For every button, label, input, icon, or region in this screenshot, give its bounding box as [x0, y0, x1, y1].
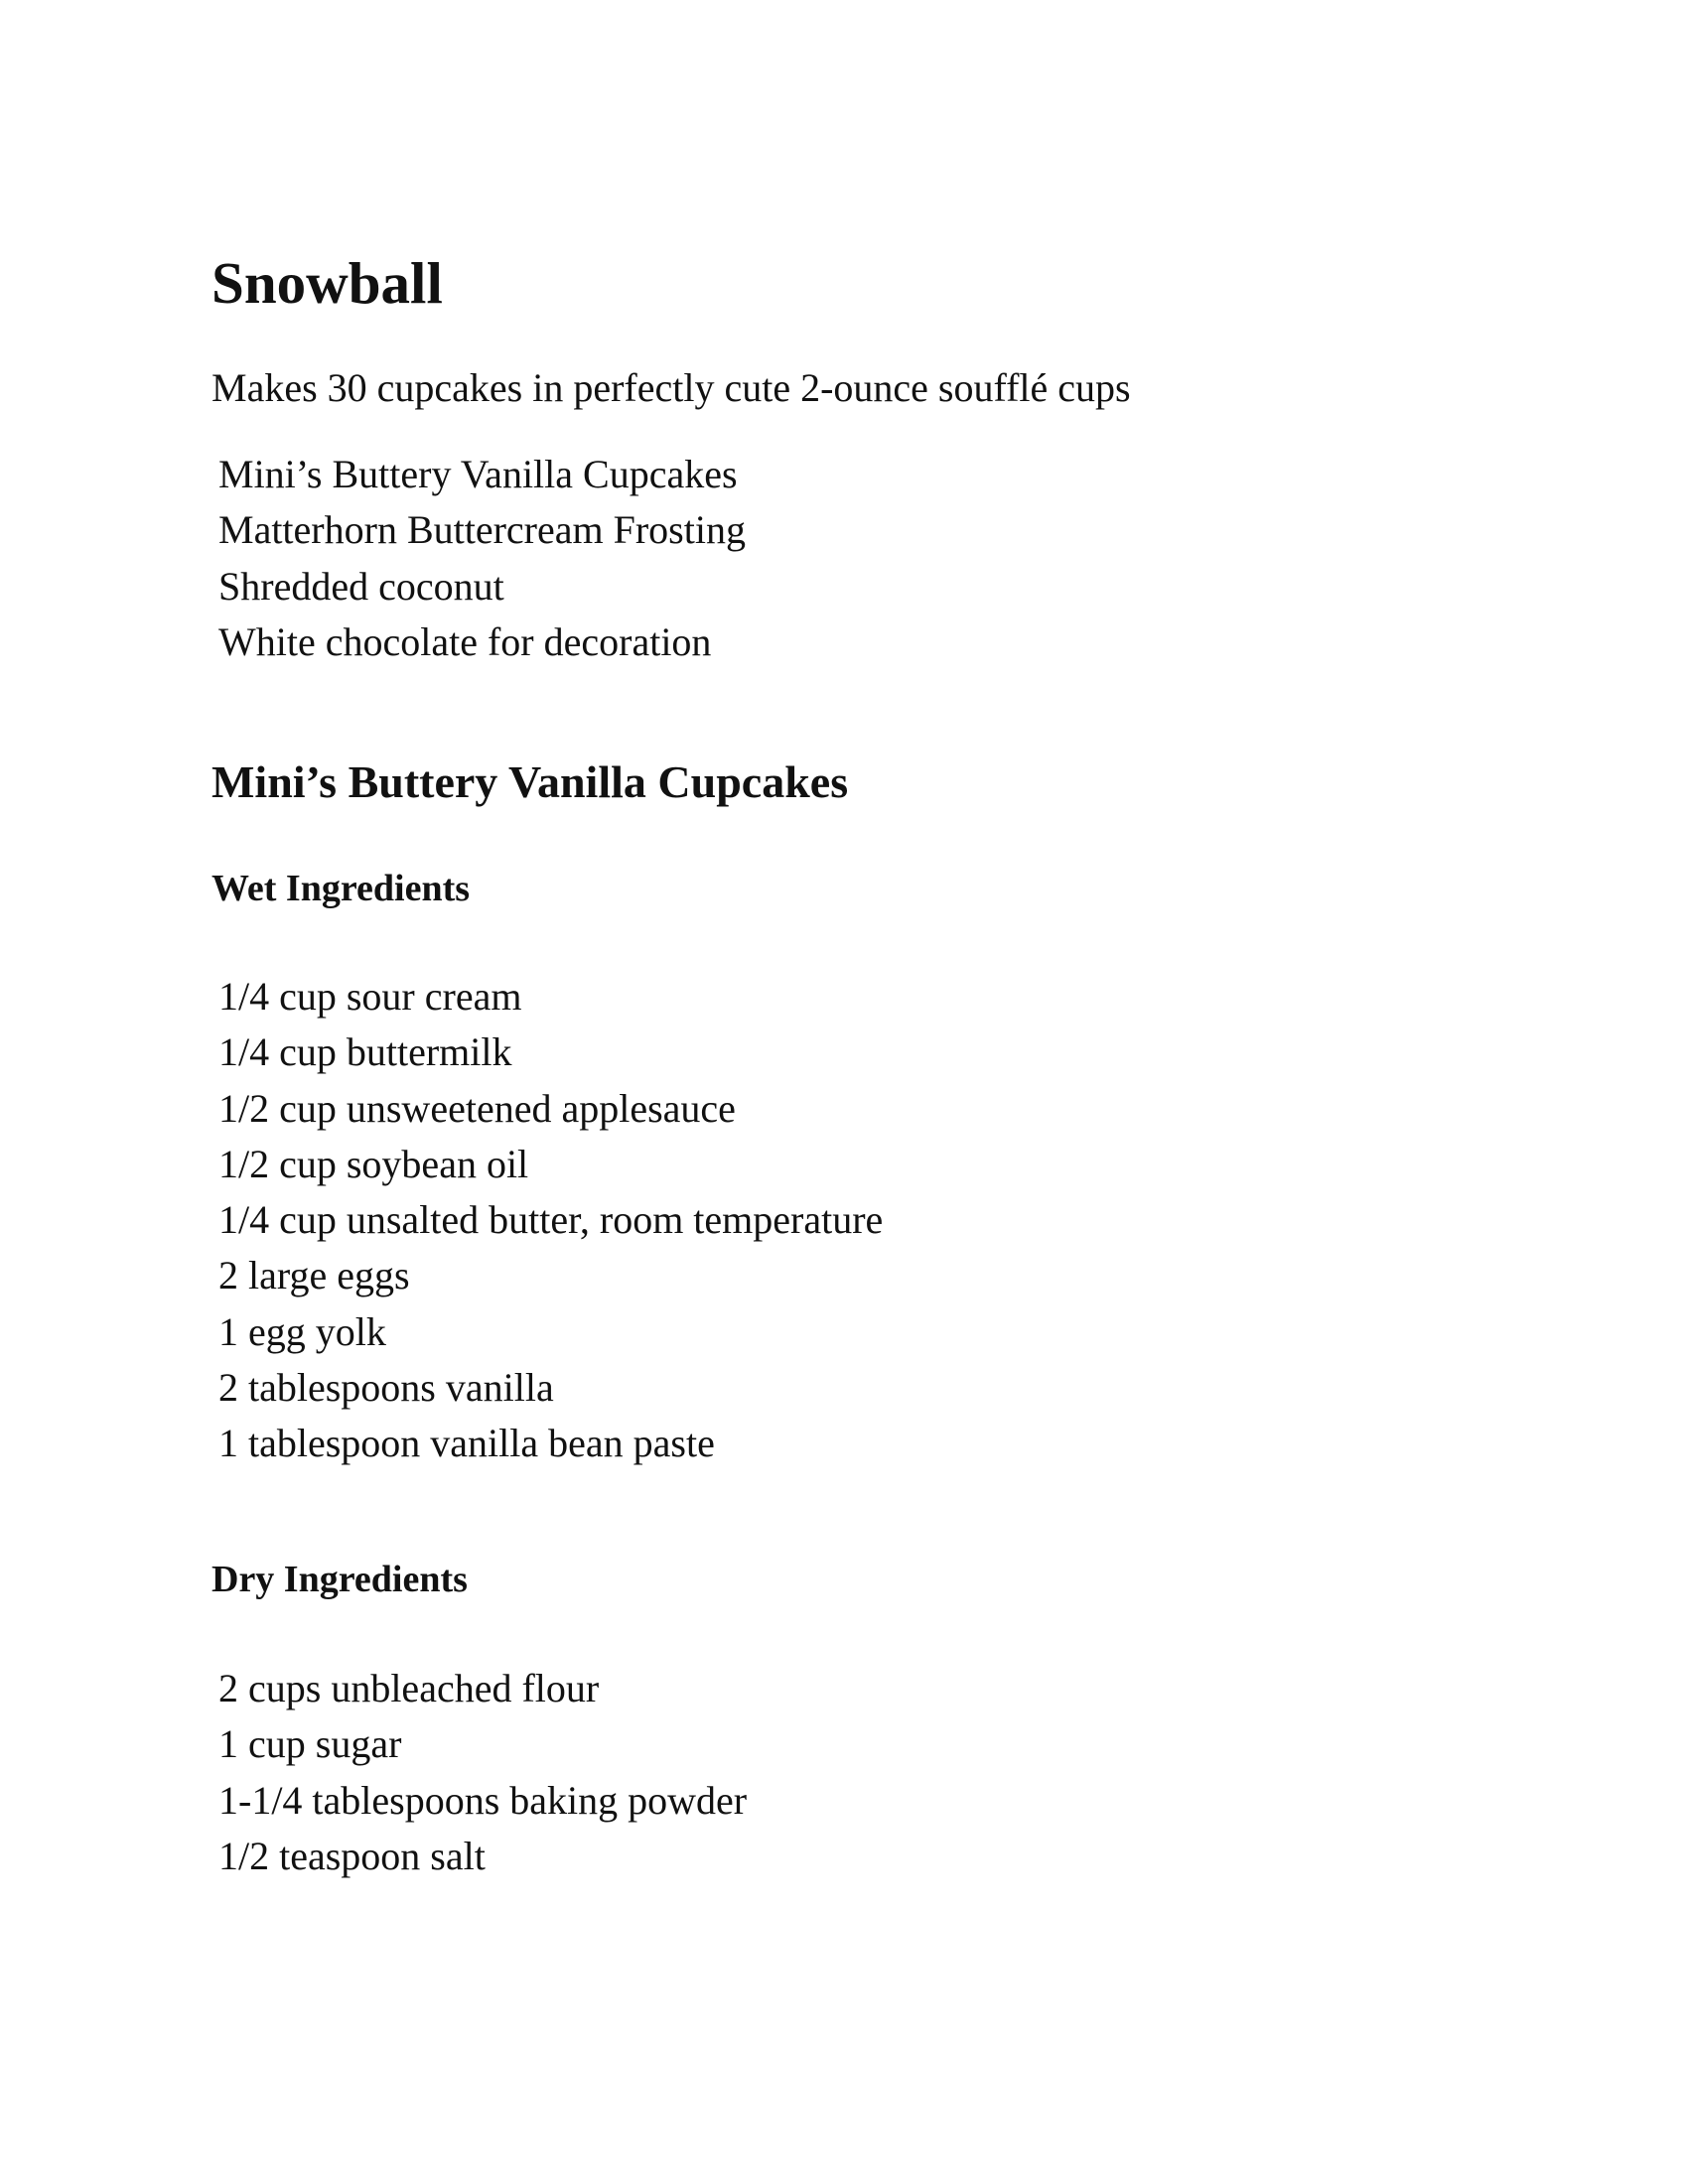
dry-ingredients-list — [218, 1661, 747, 1884]
recipe-title: Snowball — [211, 250, 443, 316]
ingredient-item: 1/2 cup soybean oil — [218, 1141, 529, 1186]
recipe-yield: Makes 30 cupcakes in perfectly cute 2-ounce soufflé cups — [211, 365, 1131, 410]
ingredient-item: 1-1/4 tablespoons baking powder — [218, 1777, 748, 1823]
ingredient-item: 2 cups unbleached flour — [218, 1666, 600, 1710]
ingredient-item: 1/4 cup buttermilk — [218, 1029, 512, 1075]
cupcakes-section-heading: Mini’s Buttery Vanilla Cupcakes — [211, 756, 849, 807]
component-item: Mini’s Buttery Vanilla Cupcakes — [218, 452, 738, 496]
ingredient-item: 1/2 cup unsweetened applesauce — [218, 1085, 736, 1131]
ingredient-item: 1 egg yolk — [218, 1308, 386, 1354]
components-list — [218, 447, 746, 670]
ingredient-item: 1/2 teaspoon salt — [218, 1833, 486, 1878]
ingredient-item: 1 tablespoon vanilla bean paste — [218, 1421, 715, 1466]
ingredient-item: 1 cup sugar — [218, 1721, 402, 1767]
wet-ingredients-heading: Wet Ingredients — [211, 868, 471, 909]
component-item: Matterhorn Buttercream Frosting — [218, 507, 746, 553]
ingredient-item: 1/4 cup unsalted butter, room temperature — [218, 1197, 884, 1243]
ingredient-item: 1/4 cup sour cream — [218, 974, 522, 1019]
component-item: Shredded coconut — [218, 563, 504, 609]
ingredient-item: 2 tablespoons vanilla — [218, 1365, 554, 1411]
dry-ingredients-heading: Dry Ingredients — [211, 1559, 468, 1600]
component-item: White chocolate for decoration — [218, 618, 712, 664]
ingredient-item: 2 large eggs — [218, 1253, 410, 1298]
wet-ingredients-list — [218, 969, 883, 1472]
